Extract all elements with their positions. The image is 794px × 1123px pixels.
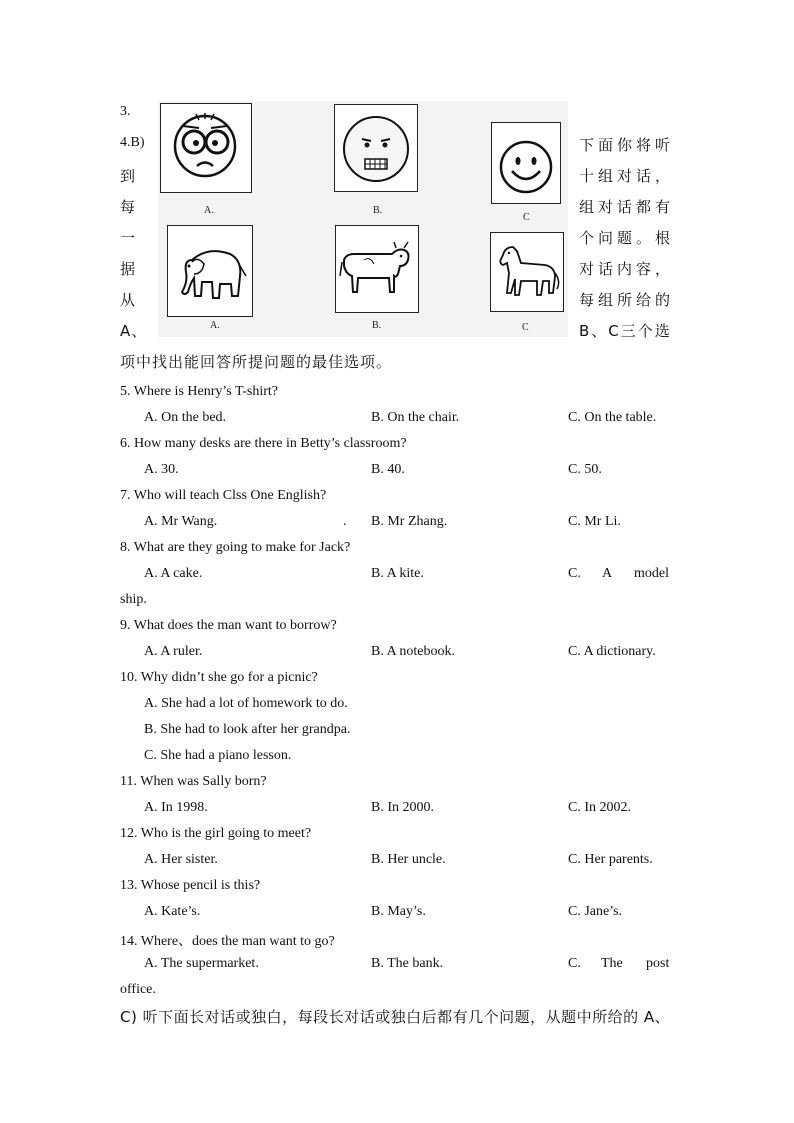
question-8-option-a: A. A cake. <box>144 566 203 581</box>
gritted-teeth-face-icon <box>335 105 417 191</box>
question-11-stem: 11. When was Sally born? <box>120 774 267 789</box>
question-7-option-a: A. Mr Wang. <box>144 514 218 529</box>
question-14-option-c-word1: The <box>601 956 623 971</box>
question-7-option-b: B. Mr Zhang. <box>371 514 448 529</box>
question-14-option-c-word2: post <box>646 956 670 971</box>
figure-label-4: A. <box>210 320 220 331</box>
question-10-option-a: A. She had a lot of homework to do. <box>144 696 348 711</box>
intro-left-5: 一 <box>120 229 137 247</box>
question-8-option-b: B. A kite. <box>371 566 424 581</box>
question-6-option-a: A. 30. <box>144 462 179 477</box>
question-9-option-b: B. A notebook. <box>371 644 456 659</box>
figure-label-5: B. <box>372 320 382 331</box>
panel-elephant <box>167 225 253 317</box>
question-8-stem: 8. What are they going to make for Jack? <box>120 540 351 555</box>
question-8-option-c-wrap: ship. <box>120 592 147 607</box>
question-6-option-b: B. 40. <box>371 462 405 477</box>
elephant-icon <box>168 226 252 316</box>
panel-glasses-face <box>160 103 252 193</box>
intro-right-7: B、C三个选 <box>579 322 672 340</box>
intro-right-5: 对话内容， <box>579 260 675 278</box>
question-14-stem: 14. Where、does the man want to go? <box>120 934 335 949</box>
question-13-option-b: B. May’s. <box>371 904 426 919</box>
question-14-option-a: A. The supermarket. <box>144 956 259 971</box>
figure-label-1: A. <box>204 205 214 216</box>
question-8-option-c-letter: C. <box>568 566 581 581</box>
horse-icon <box>491 233 563 311</box>
intro-left-6: 据 <box>120 260 137 278</box>
question-9-stem: 9. What does the man want to borrow? <box>120 618 337 633</box>
figure-label-3: C <box>523 212 530 223</box>
intro-right-2: 十组对话， <box>579 167 675 185</box>
intro-right-3: 组对话都有 <box>579 198 675 216</box>
intro-left-8: A、 <box>120 322 148 340</box>
question-9-option-a: A. A ruler. <box>144 644 203 659</box>
question-5-option-b: B. On the chair. <box>371 410 460 425</box>
intro-left-7: 从 <box>120 291 137 309</box>
question-10-option-b: B. She had to look after her grandpa. <box>144 722 351 737</box>
intro-left-4: 每 <box>120 198 137 216</box>
question-11-option-b: B. In 2000. <box>371 800 434 815</box>
section-c-instruction: C) 听下面长对话或独白，每段长对话或独白后都有几个问题，从题中所给的 A、 <box>120 1008 671 1026</box>
intro-last-line: 项中找出能回答所提问题的最佳选项。 <box>120 353 393 371</box>
figure-label-6: C <box>522 322 529 333</box>
question-14-option-c-letter: C. <box>568 956 581 971</box>
question-10-stem: 10. Why didn’t she go for a picnic? <box>120 670 318 685</box>
cow-icon <box>336 226 418 312</box>
intro-right-1: 下面你将听 <box>579 136 675 154</box>
question-7-stray-dot: . <box>343 514 347 529</box>
question-12-option-a: A. Her sister. <box>144 852 218 867</box>
intro-left-3: 到 <box>120 167 137 185</box>
intro-right-4: 个问题。根 <box>579 229 675 247</box>
panel-teeth-face <box>334 104 418 192</box>
question-6-option-c: C. 50. <box>568 462 602 477</box>
question-12-option-c: C. Her parents. <box>568 852 653 867</box>
question-11-option-c: C. In 2002. <box>568 800 631 815</box>
question-5-option-c: C. On the table. <box>568 410 657 425</box>
question-14-option-b: B. The bank. <box>371 956 444 971</box>
question-13-option-a: A. Kate’s. <box>144 904 201 919</box>
question-8-option-c-word2: model <box>634 566 669 581</box>
question-10-option-c: C. She had a piano lesson. <box>144 748 292 763</box>
glasses-frown-face-icon <box>161 104 251 192</box>
question-7-option-c: C. Mr Li. <box>568 514 621 529</box>
question-5-stem: 5. Where is Henry’s T-shirt? <box>120 384 278 399</box>
figure-label-2: B. <box>373 205 383 216</box>
panel-cow <box>335 225 419 313</box>
intro-left-2: 4.B) <box>120 135 145 150</box>
intro-right-6: 每组所给的 <box>579 291 675 309</box>
question-5-option-a: A. On the bed. <box>144 410 227 425</box>
panel-smiley <box>491 122 561 204</box>
intro-left-1: 3. <box>120 104 131 119</box>
question-6-stem: 6. How many desks are there in Betty’s classroom? <box>120 436 407 451</box>
question-13-stem: 13. Whose pencil is this? <box>120 878 261 893</box>
question-8-option-c-word1: A <box>602 566 613 581</box>
smiley-face-icon <box>492 123 560 203</box>
question-9-option-c: C. A dictionary. <box>568 644 656 659</box>
question-11-option-a: A. In 1998. <box>144 800 208 815</box>
picture-figure <box>158 101 568 337</box>
question-12-option-b: B. Her uncle. <box>371 852 446 867</box>
question-13-option-c: C. Jane’s. <box>568 904 623 919</box>
question-14-option-c-wrap: office. <box>120 982 156 997</box>
question-12-stem: 12. Who is the girl going to meet? <box>120 826 312 841</box>
panel-horse <box>490 232 564 312</box>
question-7-stem: 7. Who will teach Clss One English? <box>120 488 327 503</box>
